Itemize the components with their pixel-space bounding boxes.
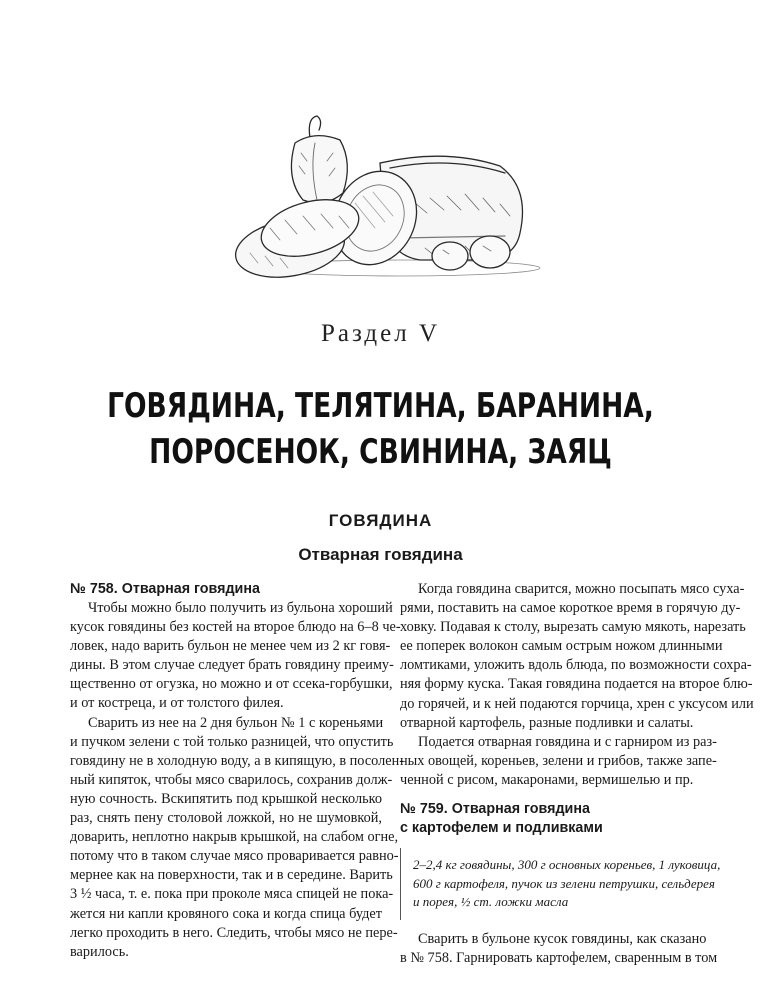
text-line: и пучком зелени с той только разницей, что опустить bbox=[70, 733, 394, 750]
chapter-title-line: ПОРОСЕНОК, СВИНИНА, ЗАЯЦ bbox=[149, 432, 612, 472]
ingredient-line: 600 г картофеля, пучок из зелени петрушки, сельдерея bbox=[413, 875, 715, 891]
chapter-title-line: ГОВЯДИНА, ТЕЛЯТИНА, БАРАНИНА, bbox=[107, 386, 654, 426]
text-line: ченной с рисом, макаронами, вермишелью и пр. bbox=[400, 771, 694, 788]
text-line: до горячей, и к ней подаются горчица, хрен с уксусом или bbox=[400, 695, 754, 712]
recipe-758-paragraph-2 bbox=[70, 714, 405, 962]
text-line: 3 ½ часа, т. е. пока при проколе мяса спицей не пока- bbox=[70, 886, 394, 903]
text-line: жется ни капли кровяного сока и когда спица будет bbox=[70, 905, 382, 922]
text-line: и от костреца, и от толстого филея. bbox=[70, 695, 284, 712]
text-line: потому что в таком случае мясо проваривается равно- bbox=[70, 848, 399, 865]
text-line: в № 758. Гарнировать картофелем, сваренным в том bbox=[400, 949, 718, 966]
text-line: отварной картофель, разные подливки и салаты. bbox=[400, 714, 694, 731]
text-line: доварить, неплотно накрыв крышкой, на слабом огне, bbox=[70, 829, 399, 846]
text-line: ховку. Подавая к столу, вырезать самую мякоть, нарезать bbox=[400, 619, 746, 636]
recipe-758-paragraph-1 bbox=[70, 599, 401, 714]
text-line: мернее как на поверхности, так и в середине. Варить bbox=[70, 867, 393, 884]
text-line: рями, поставить на самое короткое время в горячую ду- bbox=[400, 600, 741, 617]
text-line: дины. В этом случае следует брать говядину преиму- bbox=[70, 657, 394, 674]
subsubheading: Отварная говядина bbox=[298, 545, 463, 564]
recipe-759-paragraph-1 bbox=[400, 930, 718, 968]
text-line: Когда говядина сварится, можно посыпать мясо суха- bbox=[418, 581, 745, 597]
text-line: Подается отварная говядина и с гарниром из раз- bbox=[418, 733, 717, 750]
recipe-759-ingredients bbox=[400, 848, 721, 920]
recipe-759-heading-line: с картофелем и подливками bbox=[400, 820, 603, 837]
ingredient-line: и порея, ½ ст. ложки масла bbox=[413, 894, 569, 910]
text-line: Сварить в бульоне кусок говядины, как сказано bbox=[418, 930, 707, 947]
text-line: кусок говядины без костей на второе блюдо на 6–8 че- bbox=[70, 619, 401, 636]
text-line: говядину не в холодную воду, а в кипящую, в посолен- bbox=[70, 752, 405, 769]
text-line: ный кипяток, чтобы мясо сварилось, сохранив долж- bbox=[70, 771, 393, 788]
right-column bbox=[400, 580, 754, 968]
text-line: Чтобы можно было получить из бульона хороший bbox=[88, 600, 393, 616]
text-line: ных овощей, кореньев, зелени и грибов, также запе- bbox=[400, 752, 717, 769]
recipe-759-heading-line: № 759. Отварная говядина bbox=[400, 801, 590, 818]
text-line: няя форму куска. Такая говядина подается на второе блю- bbox=[400, 676, 753, 693]
text-line: раз, снять пену столовой ложкой, но не шумовкой, bbox=[70, 810, 382, 827]
left-column bbox=[70, 580, 405, 962]
subheading: ГОВЯДИНА bbox=[328, 511, 433, 530]
chapter-title bbox=[84, 383, 678, 475]
section-label: Раздел V bbox=[320, 320, 441, 347]
recipe-758-paragraph-4 bbox=[400, 733, 717, 790]
recipe-759-heading bbox=[400, 800, 700, 838]
text-line: варилось. bbox=[70, 943, 129, 960]
recipe-758-heading: № 758. Отварная говядина bbox=[70, 581, 260, 597]
text-line: ее поперек волокон самым острым ножом длинными bbox=[400, 638, 723, 655]
meat-vegetables-illustration bbox=[215, 108, 545, 308]
text-line: ловек, надо варить бульон не менее чем из 2 кг говя- bbox=[70, 638, 391, 655]
text-line: ломтиками, уложить вдоль блюда, по возможности сохра- bbox=[400, 657, 752, 674]
text-line: легко проходить в него. Следить, чтобы мясо не пере- bbox=[70, 924, 398, 941]
text-line: Сварить из нее на 2 дня бульон № 1 с кореньями bbox=[88, 714, 384, 731]
text-line: ную сочность. Вскипятить под крышкой несколько bbox=[70, 790, 382, 807]
text-line: щественно от огузка, но можно и от ссека-горбушки, bbox=[70, 676, 393, 693]
recipe-758-paragraph-3 bbox=[400, 580, 754, 733]
ingredient-line: 2–2,4 кг говядины, 300 г основных кореньев, 1 луковица, bbox=[413, 857, 721, 873]
